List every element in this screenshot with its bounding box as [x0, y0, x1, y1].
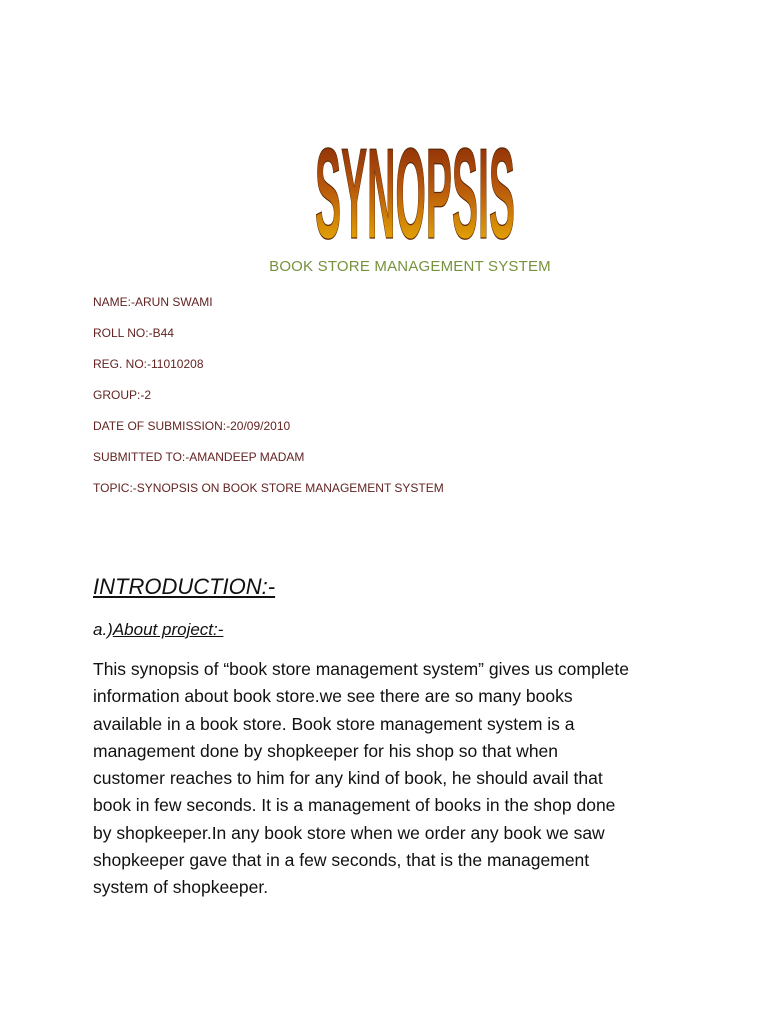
student-details-list	[93, 294, 444, 511]
paragraph-line: by shopkeeper.In any book store when we order any book we saw	[93, 822, 605, 843]
registration-number: REG. NO:-11010208	[93, 357, 204, 371]
project-subtitle: BOOK STORE MANAGEMENT SYSTEM	[269, 258, 551, 275]
wordart-text: SYNOPSIS	[315, 120, 515, 250]
about-project-prefix: a.)	[93, 620, 113, 639]
paragraph-line: book in few seconds. It is a management of books in the shop done	[93, 795, 616, 816]
submission-date: DATE OF SUBMISSION:-20/09/2010	[93, 419, 291, 433]
group-number: GROUP:-2	[93, 388, 152, 402]
introduction-heading: INTRODUCTION:-	[93, 574, 276, 599]
paragraph-line: information about book store.we see there are so many books	[93, 686, 573, 707]
synopsis-wordart-title	[300, 110, 530, 250]
roll-number: ROLL NO:-B44	[93, 326, 174, 340]
paragraph-line: customer reaches to him for any kind of book, he should avail that	[93, 768, 603, 789]
paragraph-line: available in a book store. Book store management system is a	[93, 713, 575, 734]
submitted-to: SUBMITTED TO:-AMANDEEP MADAM	[93, 450, 305, 464]
paragraph-line: system of shopkeeper.	[93, 877, 269, 898]
student-name: NAME:-ARUN SWAMI	[93, 295, 213, 309]
paragraph-line: shopkeeper gave that in a few seconds, that is the management	[93, 850, 590, 871]
paragraph-line: management done by shopkeeper for his shop so that when	[93, 740, 559, 761]
about-project-label: About project:-	[112, 620, 224, 639]
about-project-heading	[93, 620, 223, 640]
wordart-graphic	[300, 110, 530, 250]
about-project-paragraph	[93, 656, 693, 902]
paragraph-line: This synopsis of “book store management system” gives us complete	[93, 659, 629, 679]
topic: TOPIC:-SYNOPSIS ON BOOK STORE MANAGEMENT SYSTEM	[93, 481, 444, 495]
